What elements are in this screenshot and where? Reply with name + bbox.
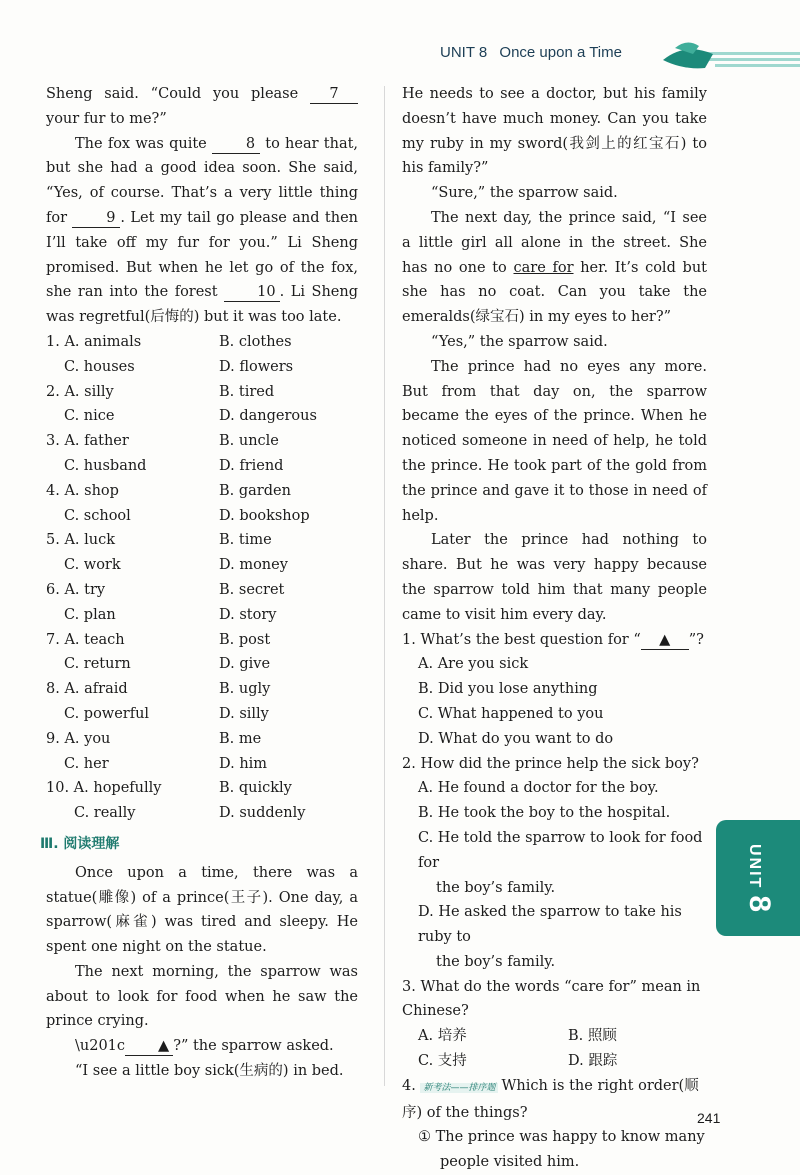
q1-option: D. What do you want to do <box>418 730 614 747</box>
header-unit: UNIT 8 <box>440 44 488 61</box>
option-row: C. houses D. flowers <box>64 358 294 375</box>
q2-option: A. He found a doctor for the boy. <box>418 780 659 797</box>
option-row: 6. A. try B. secret <box>46 581 285 598</box>
cloze-paragraph: The fox was quite 8 to hear that, but she had a good idea soon. She said, “Yes, of course. That’s a very little thing for 9 . Let my tail go please and then I’ll take off my fur for you.” Li Sheng promised. But when he let go of the fox, she ran into the forest 10 . Li Sheng was regretful(后悔的) but it was too late. <box>46 135 359 326</box>
option-row: 1. A. animals B. clothes <box>46 333 292 350</box>
blank-8: 8 <box>212 135 260 154</box>
new-exam-tag: 新考法——排序题 <box>420 1083 498 1093</box>
cloze-options <box>46 330 358 826</box>
question-4: 4. 新考法——排序题 Which is the right order(顺序) of the things? <box>402 1077 699 1121</box>
option-row: 4. A. shop B. garden <box>46 482 291 499</box>
q2-option: D. He asked the sparrow to take his ruby to the boy’s family. <box>418 904 682 970</box>
order-item: ① The prince was happy to know many people visited him. <box>418 1129 705 1171</box>
care-for-underline: care for <box>513 259 574 276</box>
reading-paragraph: The next morning, the sparrow was about to look for food when he saw the prince crying. <box>46 963 358 1030</box>
option-row: C. powerful D. silly <box>64 705 269 722</box>
blank-7: 7 <box>310 85 358 104</box>
reading-paragraph: “I see a little boy sick(生病的) in bed. <box>75 1063 344 1080</box>
cloze-paragraph-end: Sheng said. “Could you please 7 your fur to me?” <box>46 82 358 132</box>
question-2: 2. How did the prince help the sick boy? <box>402 755 699 772</box>
running-header <box>440 44 622 61</box>
q2-option: C. He told the sparrow to look for food for the boy’s family. <box>418 829 703 896</box>
left-column <box>40 82 359 1084</box>
unit-side-tab: UNIT8 <box>716 820 800 936</box>
option-row: 8. A. afraid B. ugly <box>46 681 271 698</box>
option-row: C. her D. him <box>64 755 268 772</box>
option-row: 2. A. silly B. tired <box>46 383 275 400</box>
option-row: 5. A. luck B. time <box>46 532 272 549</box>
reading-paragraph: The next day, the prince said, “I see a little girl all alone in the street. She has no one to care for her. It’s cold but she has no coat. Can you take the emeralds(绿宝石) in my eyes to her?” <box>402 209 708 326</box>
q2-option: B. He took the boy to the hospital. <box>418 805 671 822</box>
blank-triangle: ▲ <box>125 1037 173 1056</box>
section-heading: Ⅲ. 阅读理解 <box>40 835 120 852</box>
q1-option: A. Are you sick <box>418 656 529 673</box>
q1-option: B. Did you lose anything <box>418 681 598 698</box>
q1-option: C. What happened to you <box>418 705 604 722</box>
column-divider <box>384 86 385 1086</box>
question-3: 3. What do the words “care for” mean in Chinese? <box>402 978 701 1020</box>
option-row: C. nice D. dangerous <box>64 408 317 425</box>
option-row: C. work D. money <box>64 557 288 574</box>
reading-paragraph: Later the prince had nothing to share. But he was very happy because the sparrow told him that many people came to visit him every day. <box>402 532 707 623</box>
reading-paragraph: “Yes,” the sparrow said. <box>431 333 608 350</box>
q3-options: A. 培养 B. 照顾 <box>418 1028 617 1045</box>
page-number: 241 <box>697 1110 721 1126</box>
right-column <box>402 82 707 1175</box>
question-1: 1. What’s the best question for “ ▲ ”? <box>402 631 704 648</box>
q3-options: C. 支持 D. 跟踪 <box>418 1053 618 1070</box>
boat-decoration-icon <box>655 38 800 78</box>
blank-9: 9 <box>72 209 120 228</box>
reading-paragraph: He needs to see a doctor, but his family doesn’t have much money. Can you take my ruby in my sword(我剑上的红宝石) to his family?” <box>402 86 707 177</box>
reading-paragraph: “Sure,” the sparrow said. <box>431 185 618 202</box>
option-row: C. school D. bookshop <box>64 507 310 524</box>
reading-paragraph: Once upon a time, there was a statue(雕像) of a prince(王子). One day, a sparrow(麻雀) was tired and sleepy. He spent one night on the statue. <box>46 864 358 956</box>
header-title: Once upon a Time <box>499 44 622 61</box>
option-row: C. really D. suddenly <box>74 805 306 822</box>
reading-paragraph: \u201c ▲ ?” the sparrow asked. <box>75 1038 334 1055</box>
option-row: C. plan D. story <box>64 606 277 623</box>
option-row: C. husband D. friend <box>64 457 284 474</box>
blank-10: 10 <box>224 283 279 302</box>
option-row: 9. A. you B. me <box>46 730 262 747</box>
option-row: C. return D. give <box>64 656 271 673</box>
option-row: 7. A. teach B. post <box>46 631 271 648</box>
option-row: 10. A. hopefully B. quickly <box>46 780 292 797</box>
reading-paragraph: The prince had no eyes any more. But from that day on, the sparrow became the eyes of the prince. When he noticed someone in need of help, he told the prince. He took part of the gold from the prince and gave it to those in need of help. <box>402 358 707 524</box>
option-row: 3. A. father B. uncle <box>46 433 279 450</box>
